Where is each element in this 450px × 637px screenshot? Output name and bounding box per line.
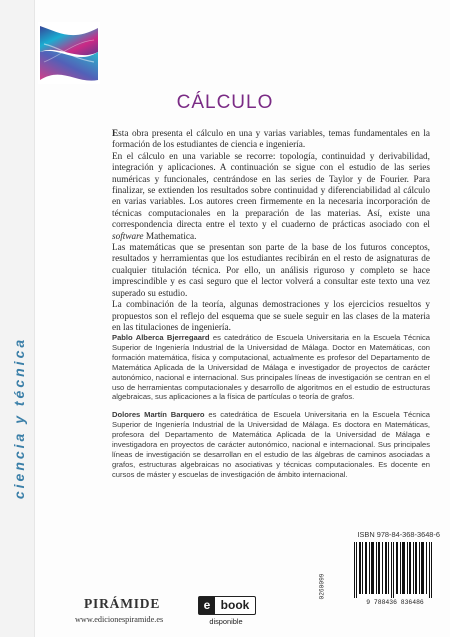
ebook-word: book — [220, 598, 250, 612]
paragraph-text: Mathematica. — [145, 231, 197, 242]
publisher-logo: PIRÁMIDE — [84, 596, 161, 611]
description-paragraph — [112, 243, 430, 300]
author-name: Pablo Alberca Bjerregaard — [112, 333, 210, 342]
description-paragraph: Esta obra presenta el cálculo en una y varias variables, temas fundamentales en la formación de los estudiantes de ciencia e ingeniería. — [112, 129, 430, 151]
product-code — [316, 556, 328, 616]
publisher-website: www.edicionespiramide.es — [75, 615, 164, 624]
software-word: software — [112, 231, 144, 242]
author-bio — [112, 410, 430, 479]
paragraph-text: En el cálculo en una variable se recorre: topología, continuidad y derivabilidad, integración y aplicaciones. A continuación se sigue con el estudio de las series numéricas y funcionales, centrándose en las series de Taylor y de Fourier. Para finalizar, se extienden los resultados sobre continuidad y diferenciabilidad al cálculo en varias variables. Los autores creen firmemente en la necesaria incorporación de técnicas computacionales en la preparación de las materias. Así, existe una correspondencia directa entre el texto y el cuaderno de prácticas asociado con el — [112, 151, 430, 231]
paragraph-text: sta obra presenta el cálculo en una y varias variables, temas fundamentales en la formación de los estudiantes de ciencia e ingeniería. — [112, 129, 430, 151]
paragraph-text: La combinación de la teoría, algunas demostraciones y los ejercicios resueltos y propuestos son el reflejo del esquema que se suele seguir en las clases de la materia en las titulaciones de ingeniería. — [112, 300, 430, 333]
barcode-number: 9 788436 836486 — [366, 599, 424, 606]
author-bio-text: es catedrático de Escuela Universitaria en la Escuela Técnica Superior de Ingeniería Industrial de la Universidad de Málaga. Doctor en Matemáticas, con formación matemática, física y computacional, actualmente es profesor del Departamento de Matemática Aplicada de la Universidad de Málaga e investigador de proyectos de carácter autonómico, nacional e internacional. Sus principales líneas de investigación se centran en el uso de herramientas computacionales y desarrollo de algoritmos en el estudio de estructuras algebraicas, sus aplicaciones a la física de partículas o teoría de grafos. — [112, 333, 430, 402]
description-paragraph — [112, 152, 430, 243]
product-code-text: 0260099 — [318, 573, 326, 599]
author-bio — [112, 333, 430, 402]
description-paragraph — [112, 300, 430, 334]
ebook-available: disponible — [209, 617, 243, 626]
paragraph-text: Las matemáticas que se presentan son parte de la base de los futuros conceptos, resultados y herramientas que los estudiantes recibirán en el resto de asignaturas de cualquier titulación técnica. Por ello, un análisis riguroso y completo se hace imprescindible y es casi seguro que el lector volverá a consultar este texto una vez superado su estudio. — [112, 243, 430, 299]
book-title: CÁLCULO — [176, 92, 274, 113]
author-name: Dolores Martín Barquero — [112, 410, 205, 420]
isbn: ISBN 978-84-368-3648-6 — [357, 530, 440, 539]
author-bio-text: es catedrática de Escuela Universitaria en la Escuela Técnica Superior de Ingeniería Industrial de la Universidad de Málaga. Es doctora en Matemáticas, profesora del Departamento de Matemática Aplicada de la Universidad de Málaga e investigadora en proyectos de carácter autonómico, nacional e internacional. Sus principales líneas de investigación se desarrollan en el estudio de las álgebras de caminos asociadas a grafos, estructuras algebraicas no asociativas y técnicas computacionales. Es docente en cursos de máster y escuelas de investigación de ámbito internacional. — [112, 410, 430, 479]
description — [112, 129, 430, 334]
author-bios — [112, 333, 430, 488]
cover-art-image — [38, 22, 100, 84]
series-label — [6, 288, 32, 548]
ebook-badge — [198, 596, 256, 615]
barcode — [350, 540, 440, 598]
series-label-text: ciencia y técnica — [11, 336, 28, 500]
ebook-e: e — [199, 597, 215, 614]
